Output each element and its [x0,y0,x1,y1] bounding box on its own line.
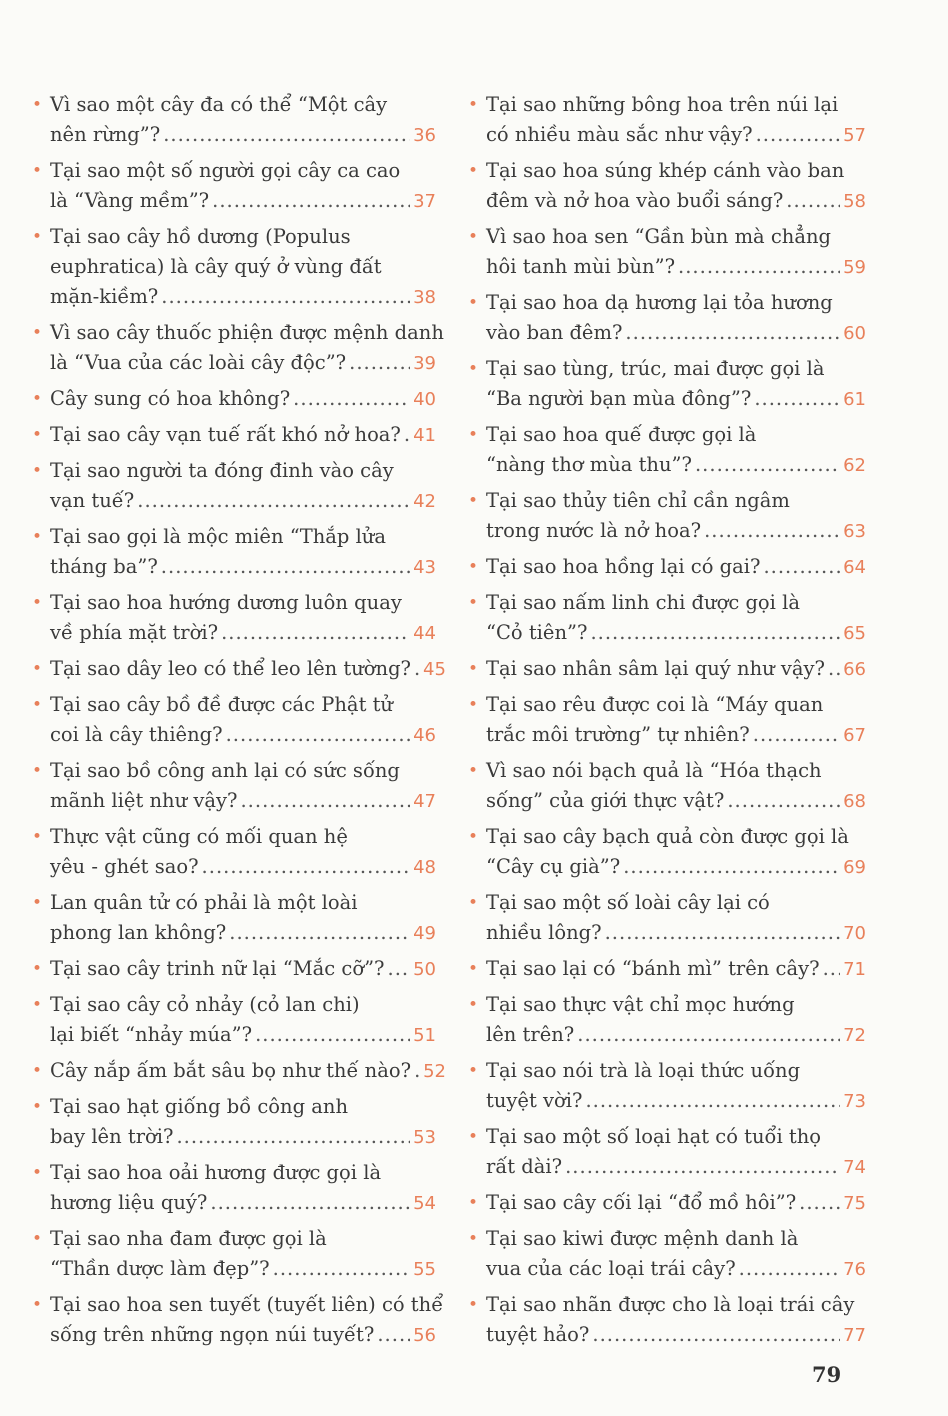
toc-right-column [466,90,866,1356]
toc-entry-title: “Cỏ tiên”? [486,621,588,644]
toc-entry[interactable] [30,222,436,313]
toc-entry-title: Tại sao cây cối lại “đổ mồ hôi”? [486,1191,797,1214]
toc-entry[interactable] [30,1290,444,1351]
bullet-icon: • [32,1163,43,1183]
bullet-icon: • [468,491,479,511]
dot-leader [293,384,410,414]
dot-leader [828,654,840,684]
dot-leader [799,1188,840,1218]
toc-entry-title: vạn tuế? [50,489,135,512]
toc-entry-title: Cây sung có hoa không? [50,387,291,410]
bullet-icon: • [468,293,479,313]
toc-entry[interactable] [30,822,436,883]
toc-entry-page: 68 [843,791,866,812]
page-number: 79 [812,1362,842,1387]
toc-entry-title: hương liệu quý? [50,1191,208,1214]
toc-entry-title: Tại sao hoa sen tuyết (tuyết liên) có thể [50,1293,444,1316]
toc-entry[interactable] [30,1158,436,1219]
bullet-icon: • [32,695,43,715]
toc-entry[interactable] [30,156,436,217]
dot-leader [786,186,840,216]
toc-entry-page: 55 [413,1259,436,1280]
toc-entry-title: Tại sao hoa hồng lại có gai? [486,555,761,578]
bullet-icon: • [32,995,43,1015]
toc-entry-page: 73 [843,1091,866,1112]
dot-leader [414,654,420,684]
dot-leader [623,852,840,882]
toc-entry-title: euphratica) là cây quý ở vùng đất [50,255,382,278]
dot-leader [727,786,840,816]
toc-entry-title: lên trên? [486,1023,575,1046]
toc-entry-page: 43 [413,557,436,578]
bullet-icon: • [32,323,43,343]
toc-entry-page: 40 [413,389,436,410]
toc-entry-title: Tại sao một số loài cây lại có [486,891,770,914]
toc-entry[interactable] [466,822,866,883]
toc-entry-title: nhiều lông? [486,921,602,944]
toc-entry[interactable] [466,690,866,751]
dot-leader [754,384,840,414]
toc-entry-title: Tại sao nói trà là loại thức uống [486,1059,801,1082]
toc-entry-title: là “Vàng mềm”? [50,189,210,212]
toc-entry-title: là “Vua của các loài cây độc”? [50,351,347,374]
bullet-icon: • [468,95,479,115]
toc-entry[interactable] [466,354,866,415]
toc-entry[interactable] [30,384,436,415]
dot-leader [414,1056,420,1086]
toc-entry-page: 77 [843,1325,866,1346]
bullet-icon: • [468,1229,479,1249]
dot-leader [678,252,840,282]
toc-entry[interactable] [466,486,866,547]
dot-leader [137,486,410,516]
toc-entry-page: 54 [413,1193,436,1214]
toc-entry-page: 72 [843,1025,866,1046]
dot-leader [756,120,841,150]
dot-leader [605,918,841,948]
toc-entry-page: 76 [843,1259,866,1280]
bullet-icon: • [32,761,43,781]
toc-entry-title: Tại sao dây leo có thể leo lên tường? [50,657,412,680]
bullet-icon: • [468,161,479,181]
toc-entry-title: Tại sao hoa hướng dương luôn quay [50,591,402,614]
toc-entry-page: 69 [843,857,866,878]
dot-leader [161,282,410,312]
dot-leader [163,120,410,150]
toc-entry[interactable] [30,90,436,151]
toc-entry-title: Tại sao hoa oải hương được gọi là [50,1161,382,1184]
toc-entry-title: Tại sao những bông hoa trên núi lại [486,93,839,116]
toc-entry[interactable] [30,756,436,817]
toc-entry-title: Tại sao hoa dạ hương lại tỏa hương [486,291,833,314]
toc-entry-page: 45 [423,659,446,680]
dot-leader [221,618,410,648]
toc-entry-title: Tại sao cây vạn tuế rất khó nở hoa? [50,423,401,446]
dot-leader [592,1320,840,1350]
bullet-icon: • [32,389,43,409]
toc-entry-title: Tại sao một số người gọi cây ca cao [50,159,401,182]
toc-entry-page: 36 [413,125,436,146]
toc-left-column [30,90,446,1356]
bullet-icon: • [468,1295,479,1315]
dot-leader [625,318,840,348]
bullet-icon: • [32,1229,43,1249]
dot-leader [565,1152,840,1182]
dot-leader [226,720,411,750]
toc-entry[interactable] [466,156,866,217]
dot-leader [255,1020,410,1050]
dot-leader [753,720,840,750]
toc-entry-title: nên rừng”? [50,123,161,146]
toc-entry[interactable] [466,222,866,283]
toc-entry-title: Tại sao lại có “bánh mì” trên cây? [486,957,820,980]
bullet-icon: • [32,227,43,247]
toc-entry-title: yêu - ghét sao? [50,855,199,878]
toc-entry[interactable] [466,888,866,949]
toc-entry-title: phong lan không? [50,921,227,944]
toc-entry-title: Tại sao người ta đóng đinh vào cây [50,459,394,482]
toc-entry[interactable] [30,588,436,649]
dot-leader [377,1320,410,1350]
toc-entry-title: tuyệt hảo? [486,1323,590,1346]
bullet-icon: • [32,659,43,679]
toc-entry-page: 62 [843,455,866,476]
toc-entry-page: 64 [843,557,866,578]
toc-entry-page: 75 [843,1193,866,1214]
bullet-icon: • [468,995,479,1015]
toc-entry-page: 63 [843,521,866,542]
toc-entry[interactable] [30,1056,446,1087]
dot-leader [176,1122,410,1152]
bullet-icon: • [32,959,43,979]
toc-entry-title: Tại sao hoa quế được gọi là [486,423,757,446]
toc-entry-title: Tại sao nhãn được cho là loại trái cây [486,1293,855,1316]
dot-leader [577,1020,840,1050]
toc-entry-page: 59 [843,257,866,278]
toc-entry-title: lại biết “nhảy múa”? [50,1023,253,1046]
toc-entry-page: 41 [413,425,436,446]
toc-entry-title: Tại sao cây cỏ nhảy (cỏ lan chi) [50,993,360,1016]
toc-entry-title: Tại sao hoa súng khép cánh vào ban [486,159,845,182]
bullet-icon: • [468,659,479,679]
toc-entry[interactable] [466,288,866,349]
bullet-icon: • [468,827,479,847]
dot-leader [823,954,841,984]
bullet-icon: • [468,593,479,613]
bullet-icon: • [468,557,479,577]
bullet-icon: • [32,593,43,613]
toc-entry-page: 65 [843,623,866,644]
toc-entry[interactable] [30,1092,436,1153]
bullet-icon: • [468,695,479,715]
toc-entry[interactable] [30,954,436,985]
dot-leader [404,420,410,450]
toc-entry-title: Thực vật cũng có mối quan hệ [50,825,348,848]
dot-leader [590,618,840,648]
toc-entry[interactable] [30,420,436,451]
toc-entry-title: “Ba người bạn mùa đông”? [486,387,752,410]
toc-entry[interactable] [466,756,866,817]
toc-entry-title: mãnh liệt như vậy? [50,789,238,812]
bullet-icon: • [468,1061,479,1081]
bullet-icon: • [32,827,43,847]
toc-entry[interactable] [30,1224,436,1285]
toc-entry-page: 38 [413,287,436,308]
toc-entry-page: 58 [843,191,866,212]
bullet-icon: • [468,425,479,445]
dot-leader [212,186,410,216]
toc-entry-title: Tại sao cây bồ đề được các Phật tử [50,693,393,716]
dot-leader [704,516,840,546]
toc-entry-title: Tại sao hạt giống bồ công anh [50,1095,349,1118]
toc-entry-title: tuyệt vời? [486,1089,583,1112]
toc-entry-title: Tại sao nha đam được gọi là [50,1227,327,1250]
toc-entry-page: 37 [413,191,436,212]
toc-entry-title: trong nước là nở hoa? [486,519,702,542]
toc-entry-page: 39 [413,353,436,374]
bullet-icon: • [468,761,479,781]
toc-entry[interactable] [466,1290,866,1351]
toc-entry-title: Vì sao cây thuốc phiện được mệnh danh [50,321,444,344]
toc-entry[interactable] [466,588,866,649]
toc-entry-title: Tại sao nhân sâm lại quý như vậy? [486,657,826,680]
toc-entry-title: Tại sao cây hồ dương (Populus [50,225,351,248]
toc-entry[interactable] [30,888,436,949]
toc-entry[interactable] [466,654,866,685]
toc-entry[interactable] [30,990,436,1051]
toc-entry-page: 56 [413,1325,436,1346]
toc-entry-page: 52 [423,1061,446,1082]
toc-entry[interactable] [30,456,436,517]
toc-entry[interactable] [466,1224,866,1285]
toc-entry[interactable] [466,1188,866,1219]
bullet-icon: • [468,959,479,979]
toc-entry-title: đêm và nở hoa vào buổi sáng? [486,189,784,212]
bullet-icon: • [32,425,43,445]
dot-leader [695,450,840,480]
bullet-icon: • [32,1295,43,1315]
toc-entry-title: Lan quân tử có phải là một loài [50,891,358,914]
toc-entry[interactable] [30,522,436,583]
dot-leader [229,918,410,948]
toc-entry-title: Tại sao cây bạch quả còn được gọi là [486,825,849,848]
toc-entry-title: rất dài? [486,1155,563,1178]
toc-entry-title: Tại sao tùng, trúc, mai được gọi là [486,357,825,380]
toc-entry-title: vào ban đêm? [486,321,623,344]
bullet-icon: • [32,1097,43,1117]
toc-entry-title: Vì sao hoa sen “Gần bùn mà chẳng [486,225,832,248]
toc-entry-title: “Thần dược làm đẹp”? [50,1257,270,1280]
toc-entry-page: 48 [413,857,436,878]
toc-entry-title: Tại sao thủy tiên chỉ cần ngâm [486,489,790,512]
toc-entry-title: có nhiều màu sắc như vậy? [486,123,753,146]
toc-entry-page: 70 [843,923,866,944]
toc-entry[interactable] [466,552,866,583]
toc-entry-title: Vì sao một cây đa có thể “Một cây [50,93,388,116]
toc-entry-page: 67 [843,725,866,746]
dot-leader [388,954,411,984]
toc-entry-page: 42 [413,491,436,512]
dot-leader [585,1086,840,1116]
toc-entry-page: 57 [843,125,866,146]
toc-entry[interactable] [466,954,866,985]
dot-leader [349,348,410,378]
toc-entry-title: Tại sao thực vật chỉ mọc hướng [486,993,795,1016]
toc-entry-title: vua của các loại trái cây? [486,1257,736,1280]
bullet-icon: • [32,527,43,547]
dot-leader [763,552,840,582]
bullet-icon: • [32,161,43,181]
toc-entry[interactable] [30,318,444,379]
bullet-icon: • [32,1061,43,1081]
toc-entry-page: 47 [413,791,436,812]
bullet-icon: • [32,893,43,913]
toc-entry-title: Tại sao bồ công anh lại có sức sống [50,759,400,782]
toc-entry-title: coi là cây thiêng? [50,723,223,746]
dot-leader [202,852,411,882]
toc-entry-page: 53 [413,1127,436,1148]
toc-entry-title: mặn-kiềm? [50,285,159,308]
toc-entry[interactable] [30,654,446,685]
toc-entry-title: Vì sao nói bạch quả là “Hóa thạch [486,759,822,782]
toc-entry-page: 66 [843,659,866,680]
toc-entry-page: 49 [413,923,436,944]
toc-entry[interactable] [466,90,866,151]
toc-entry-page: 71 [843,959,866,980]
toc-entry[interactable] [466,1056,866,1117]
toc-entry-title: Tại sao cây trinh nữ lại “Mắc cỡ”? [50,957,385,980]
toc-entry[interactable] [466,420,866,481]
toc-entry-title: bay lên trời? [50,1125,174,1148]
bullet-icon: • [32,95,43,115]
toc-entry-title: sống” của giới thực vật? [486,789,725,812]
dot-leader [273,1254,410,1284]
bullet-icon: • [468,1127,479,1147]
dot-leader [739,1254,840,1284]
toc-entry-page: 51 [413,1025,436,1046]
toc-entry-title: Tại sao kiwi được mệnh danh là [486,1227,799,1250]
toc-entry-title: “Cây cụ già”? [486,855,621,878]
dot-leader [161,552,410,582]
bullet-icon: • [468,359,479,379]
toc-entry-page: 44 [413,623,436,644]
toc-entry-title: hôi tanh mùi bùn”? [486,255,676,278]
toc-entry[interactable] [466,1122,866,1183]
dot-leader [240,786,410,816]
bullet-icon: • [468,1193,479,1213]
toc-entry-title: tháng ba”? [50,555,158,578]
toc-entry-page: 50 [413,959,436,980]
toc-entry-title: trắc môi trường” tự nhiên? [486,723,750,746]
toc-entry-title: Tại sao một số loại hạt có tuổi thọ [486,1125,822,1148]
toc-entry-page: 46 [413,725,436,746]
toc-entry-title: Cây nắp ấm bắt sâu bọ như thế nào? [50,1059,412,1082]
bullet-icon: • [468,227,479,247]
toc-entry-page: 74 [843,1157,866,1178]
bullet-icon: • [468,893,479,913]
toc-entry-title: Tại sao nấm linh chi được gọi là [486,591,800,614]
bullet-icon: • [32,461,43,481]
toc-entry-page: 61 [843,389,866,410]
toc-entry-title: “nàng thơ mùa thu”? [486,453,692,476]
toc-entry-title: sống trên những ngọn núi tuyết? [50,1323,375,1346]
toc-entry[interactable] [466,990,866,1051]
toc-entry-title: về phía mặt trời? [50,621,219,644]
toc-entry-title: Tại sao rêu được coi là “Máy quan [486,693,824,716]
toc-entry-page: 60 [843,323,866,344]
toc-entry-title: Tại sao gọi là mộc miên “Thắp lửa [50,525,386,548]
dot-leader [210,1188,410,1218]
toc-entry[interactable] [30,690,436,751]
